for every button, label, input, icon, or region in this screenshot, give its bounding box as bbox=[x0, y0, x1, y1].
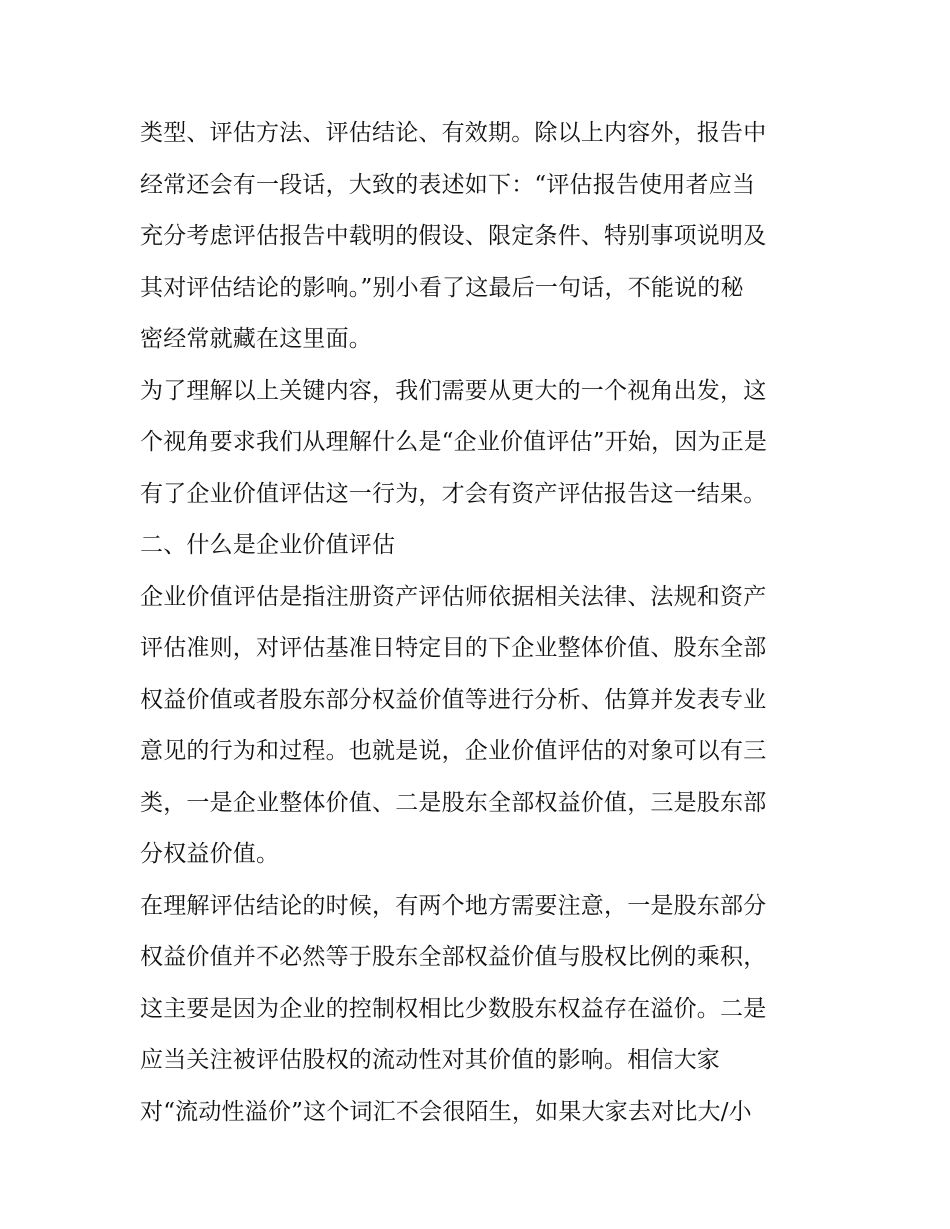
text-line: 有了企业价值评估这一行为，才会有资产评估报告这一结果。 bbox=[140, 480, 767, 507]
text-line: 分权益价值。 bbox=[140, 841, 280, 867]
text-line: 这主要是因为企业的控制权相比少数股东权益存在溢价。二是 bbox=[140, 995, 767, 1022]
text-line: 权益价值并不必然等于股东全部权益价值与股权比例的乘积， bbox=[140, 944, 767, 970]
section-heading: 二、什么是企业价值评估 bbox=[140, 532, 396, 558]
text-line: 类，一是企业整体价值、二是股东全部权益价值，三是股东部 bbox=[140, 789, 767, 816]
text-line: 个视角要求我们从理解什么是“企业价值评估”开始，因为正是 bbox=[140, 429, 768, 455]
document-body bbox=[140, 108, 830, 1138]
text-line: 评估准则，对评估基准日特定目的下企业整体价值、股东全部 bbox=[140, 635, 767, 661]
text-line: 密经常就藏在这里面。 bbox=[140, 326, 372, 352]
text-line: 为了理解以上关键内容，我们需要从更大的一个视角出发，这 bbox=[140, 377, 767, 404]
text-line: 在理解评估结论的时候，有两个地方需要注意，一是股东部分 bbox=[140, 892, 767, 919]
text-line: 类型、评估方法、评估结论、有效期。除以上内容外，报告中 bbox=[140, 120, 767, 146]
text-line: 意见的行为和过程。也就是说，企业价值评估的对象可以有三 bbox=[140, 738, 767, 764]
text-line: 对“流动性溢价”这个词汇不会很陌生，如果大家去对比大/小 bbox=[140, 1098, 752, 1125]
text-line: 经常还会有一段话，大致的表述如下：“评估报告使用者应当 bbox=[140, 171, 756, 198]
text-line: 其对评估结论的影响。”别小看了这最后一句话，不能说的秘 bbox=[140, 274, 744, 301]
text-line: 权益价值或者股东部分权益价值等进行分析、估算并发表专业 bbox=[140, 686, 767, 713]
text-line: 应当关注被评估股权的流动性对其价值的影响。相信大家 bbox=[140, 1047, 720, 1073]
text-line: 企业价值评估是指注册资产评估师依据相关法律、法规和资产 bbox=[140, 583, 767, 610]
text-line: 充分考虑评估报告中载明的假设、限定条件、特别事项说明及 bbox=[140, 223, 767, 249]
